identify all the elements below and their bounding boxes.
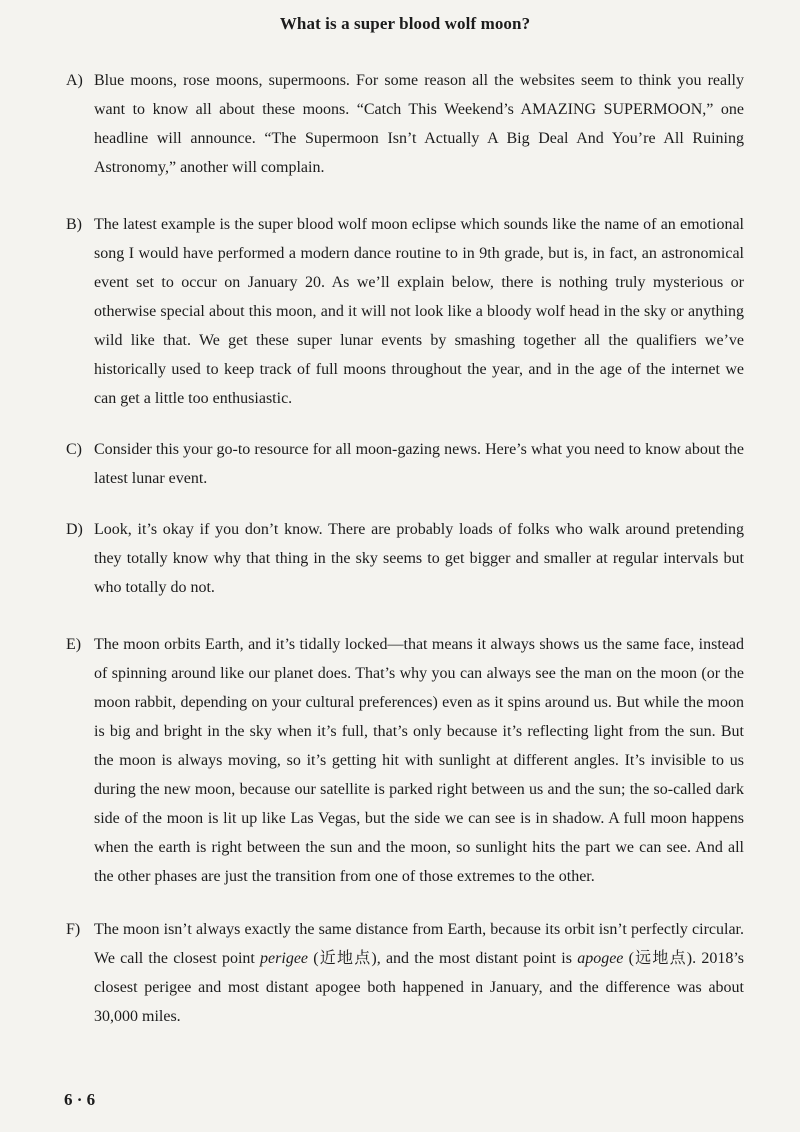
paragraph-f (66, 915, 744, 1031)
paragraph-text-part: The moon isn’t always exactly the same distance from Earth, because its orbit isn’t perfectly circular. We call the closest point (94, 921, 744, 967)
term-perigee: perigee (260, 950, 309, 967)
paragraph-a (66, 66, 744, 182)
paragraph-label: F) (66, 921, 81, 938)
paragraph-c (66, 435, 744, 493)
gloss-apogee: (远地点). (623, 950, 697, 967)
paragraph-label: B) (66, 216, 82, 233)
page-title: What is a super blood wolf moon? (279, 14, 531, 33)
paragraph-text: The latest example is the super blood wolf moon eclipse which sounds like the name of an emotional song I would have performed a modern dance routine to in 9th grade, but is, in fact, an astronomical event set to occur on January 20. As we’ll explain below, there is nothing truly mysterious or otherwise special about this moon, and it will not look like a bloody wolf head in the sky or anything wild like that. We get these super lunar events by smashing together all the qualifiers we’ve historically used to keep track of full moons throughout the year, and in the age of the internet we can get a little too enthusiastic. (94, 216, 744, 407)
paragraph-label: E) (66, 636, 82, 653)
paragraph-text: Consider this your go-to resource for all moon-gazing news. Here’s what you need to know about the latest lunar event. (94, 441, 744, 487)
paragraph-label: D) (66, 521, 83, 538)
paragraph-e (66, 630, 744, 891)
paragraph-text: The moon orbits Earth, and it’s tidally locked—that means it always shows us the same face, instead of spinning around like our planet does. That’s why you can always see the man on the moon (or the moon rabbit, depending on your cultural preferences) even as it spins around us. But while the moon is big and bright in the sky when it’s full, that’s only because it’s reflecting light from the sun. But the moon is always moving, so it’s getting hit with sunlight at different angles. It’s invisible to us during the new moon, because our satellite is parked right between us and the sun; the so-called dark side of the moon is lit up like Las Vegas, but the side we can see is in shadow. A full moon happens when the earth is right between the sun and the moon, so sunlight hits the part we can see. And all the other phases are just the transition from one of those extremes to the other. (94, 636, 744, 885)
paragraph-d (66, 515, 744, 602)
paragraph-text-part: 2018’s closest perigee and most distant apogee both happened in January, and the difference was about 30,000 miles. (94, 950, 744, 1025)
paragraph-text: Look, it’s okay if you don’t know. There are probably loads of folks who walk around pretending they totally know why that thing in the sky seems to get bigger and smaller at regular intervals but who totally do not. (94, 521, 744, 596)
gloss-perigee: (近地点), and the most distant point is (308, 950, 578, 967)
paragraph-text: Blue moons, rose moons, supermoons. For some reason all the websites seem to think you really want to know all about these moons. “Catch This Weekend’s AMAZING SUPERMOON,” one headline will announce. “The Supermoon Isn’t Actually A Big Deal And You’re All Ruining Astronomy,” another will complain. (94, 72, 744, 176)
page-number: 6 · 6 (64, 1090, 96, 1109)
paragraph-label: A) (66, 72, 83, 89)
paragraph-b (66, 210, 744, 413)
term-apogee: apogee (577, 950, 624, 967)
paragraph-label: C) (66, 441, 82, 458)
